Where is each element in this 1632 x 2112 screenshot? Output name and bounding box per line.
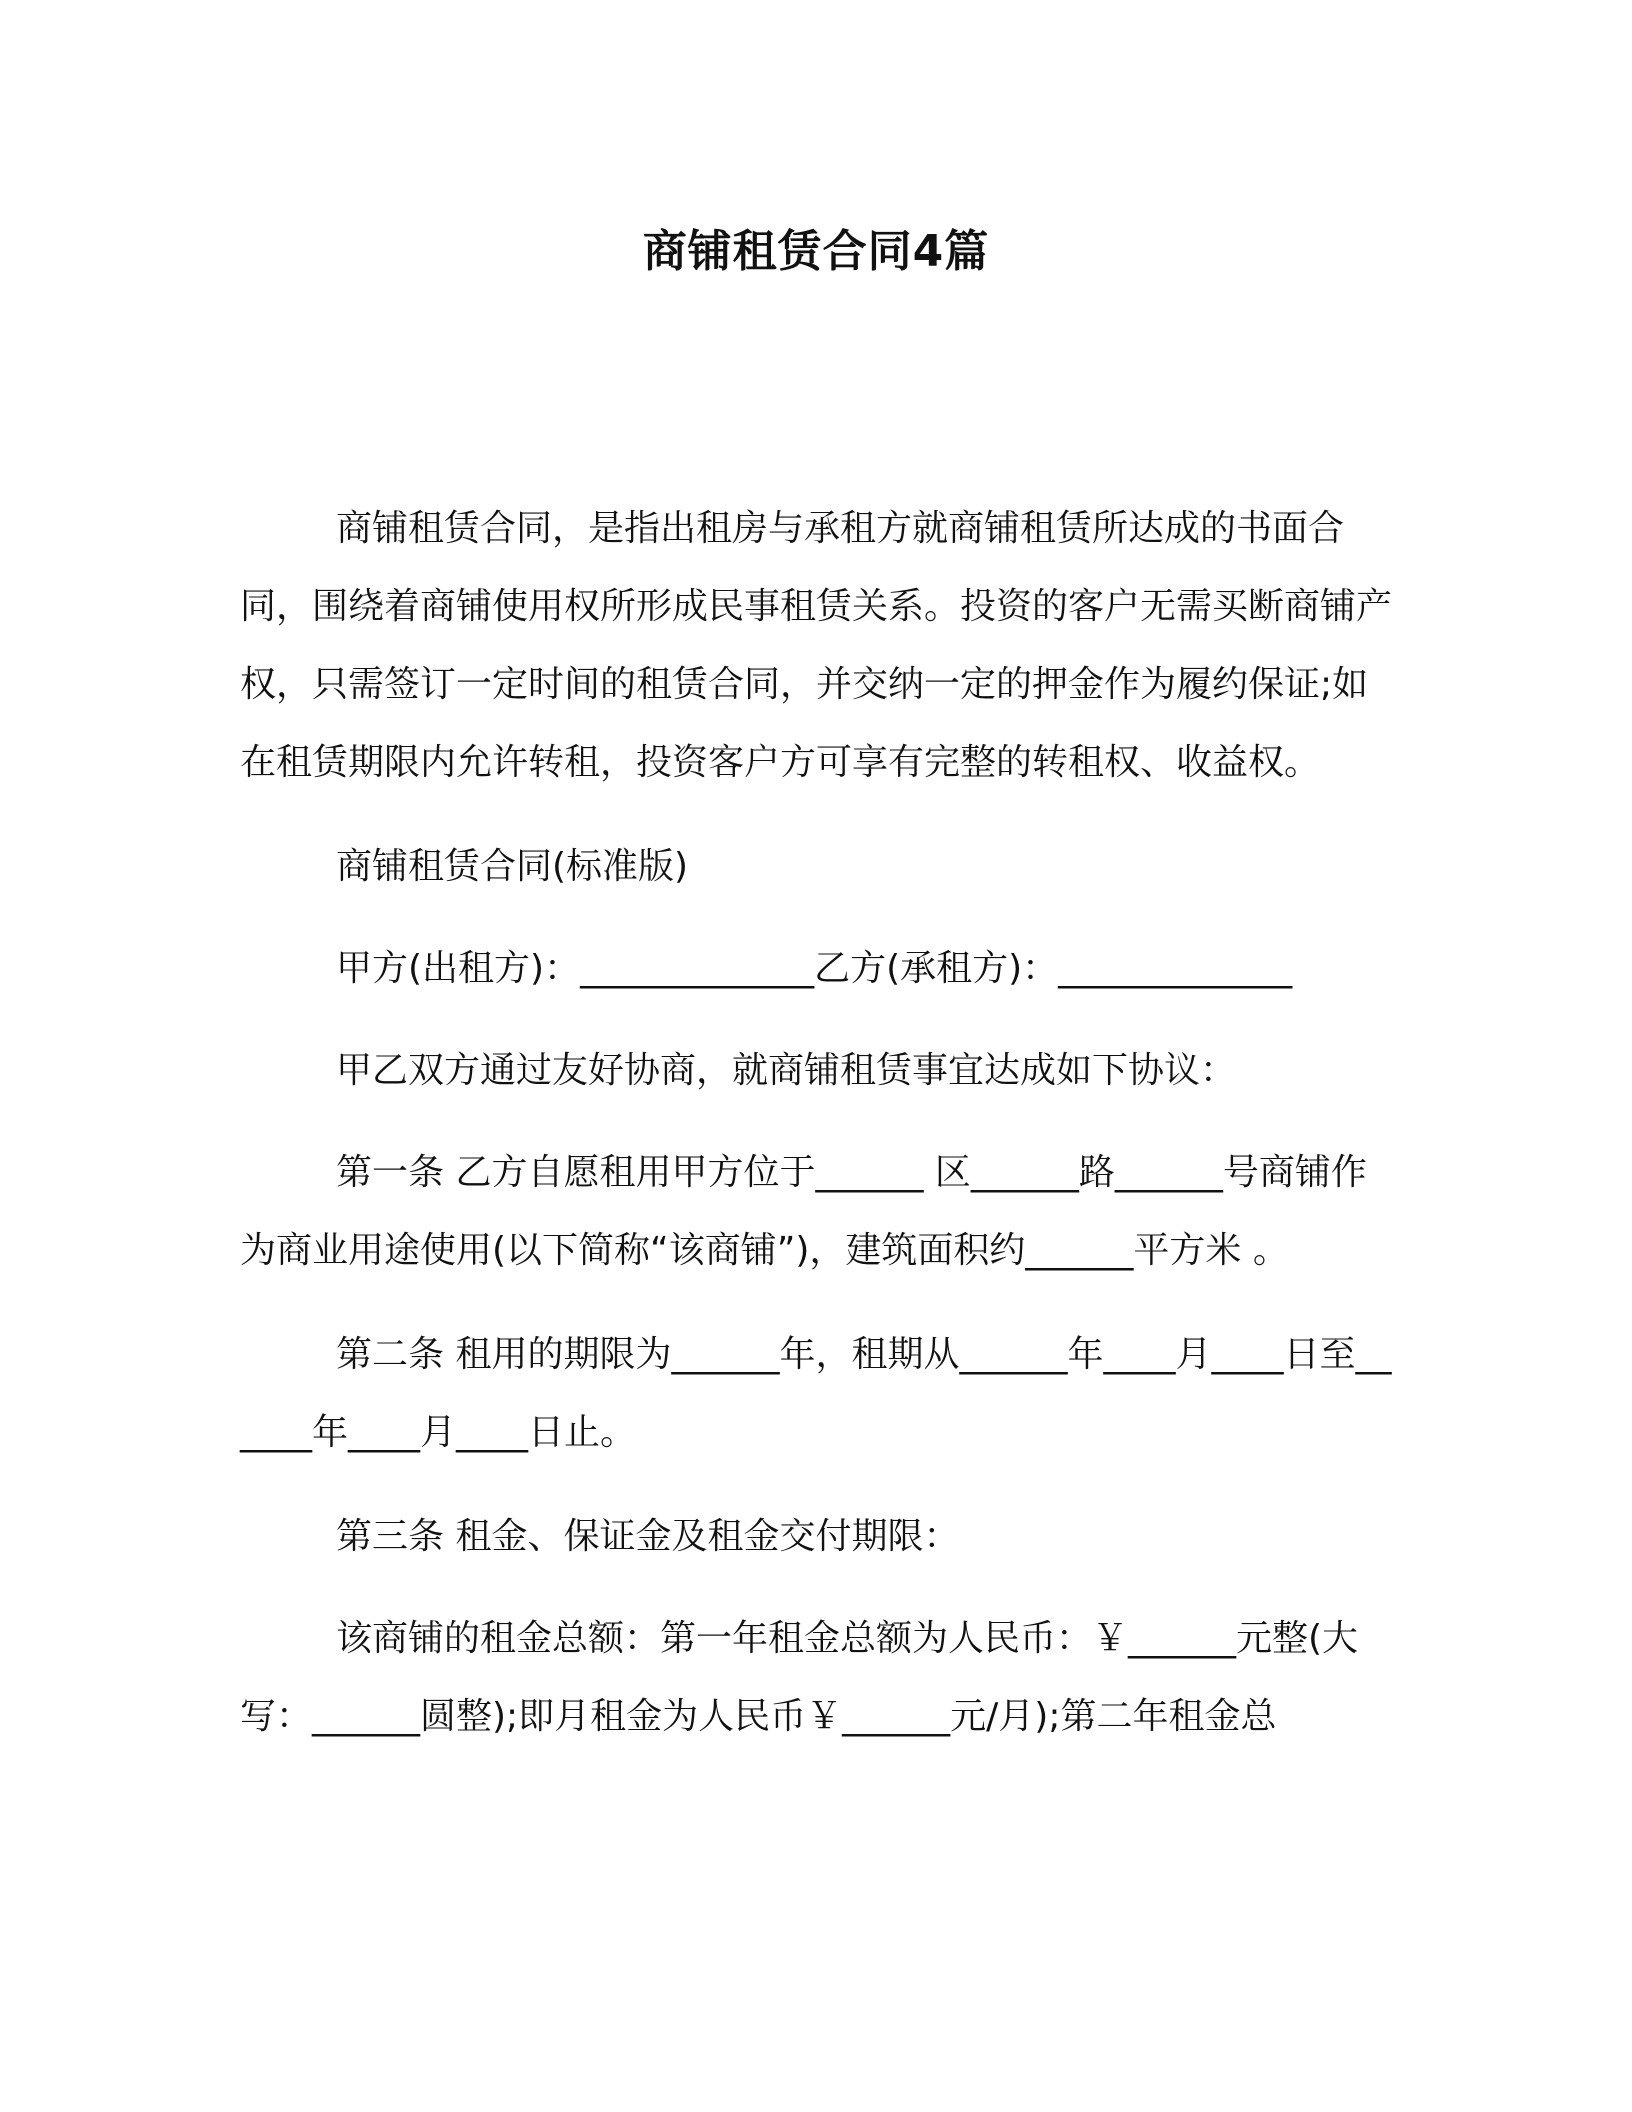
rent-paragraph: 该商铺的租金总额：第一年租金总额为人民币：￥______元整(大写：______圆整);即月租金为人民币￥______元/月);第二年租金总 bbox=[240, 1618, 1359, 1737]
article-3: 第三条 租金、保证金及租金交付期限： bbox=[336, 1516, 960, 1557]
intro-paragraph: 商铺租赁合同，是指出租房与承租方就商铺租赁所达成的书面合同，围绕着商铺使用权所形成民事租赁关系。投资的客户无需买断商铺产权，只需签订一定时间的租赁合同，并交纳一定的押金作为履约保证;如在租赁期限内允许转租，投资客户方可享有完整的转租权、收益权。 bbox=[240, 508, 1393, 783]
document-body bbox=[240, 490, 1392, 1756]
agreement-statement: 甲乙双方通过友好协商，就商铺租赁事宜达成如下协议： bbox=[336, 1050, 1237, 1091]
document-title: 商铺租赁合同4篇 bbox=[642, 226, 990, 277]
article-1: 第一条 乙方自愿租用甲方位于______ 区______路______号商铺作为商业用途使用(以下简称“该商铺”)，建筑面积约______平方米 。 bbox=[240, 1152, 1367, 1271]
article-2: 第二条 租用的期限为______年，租期从______年____月____日至______年____月____日止。 bbox=[240, 1334, 1392, 1453]
contract-subtitle: 商铺租赁合同(标准版) bbox=[336, 846, 689, 887]
parties-line: 甲方(出租方)：_____________乙方(承租方)：_____________ bbox=[336, 948, 1293, 989]
